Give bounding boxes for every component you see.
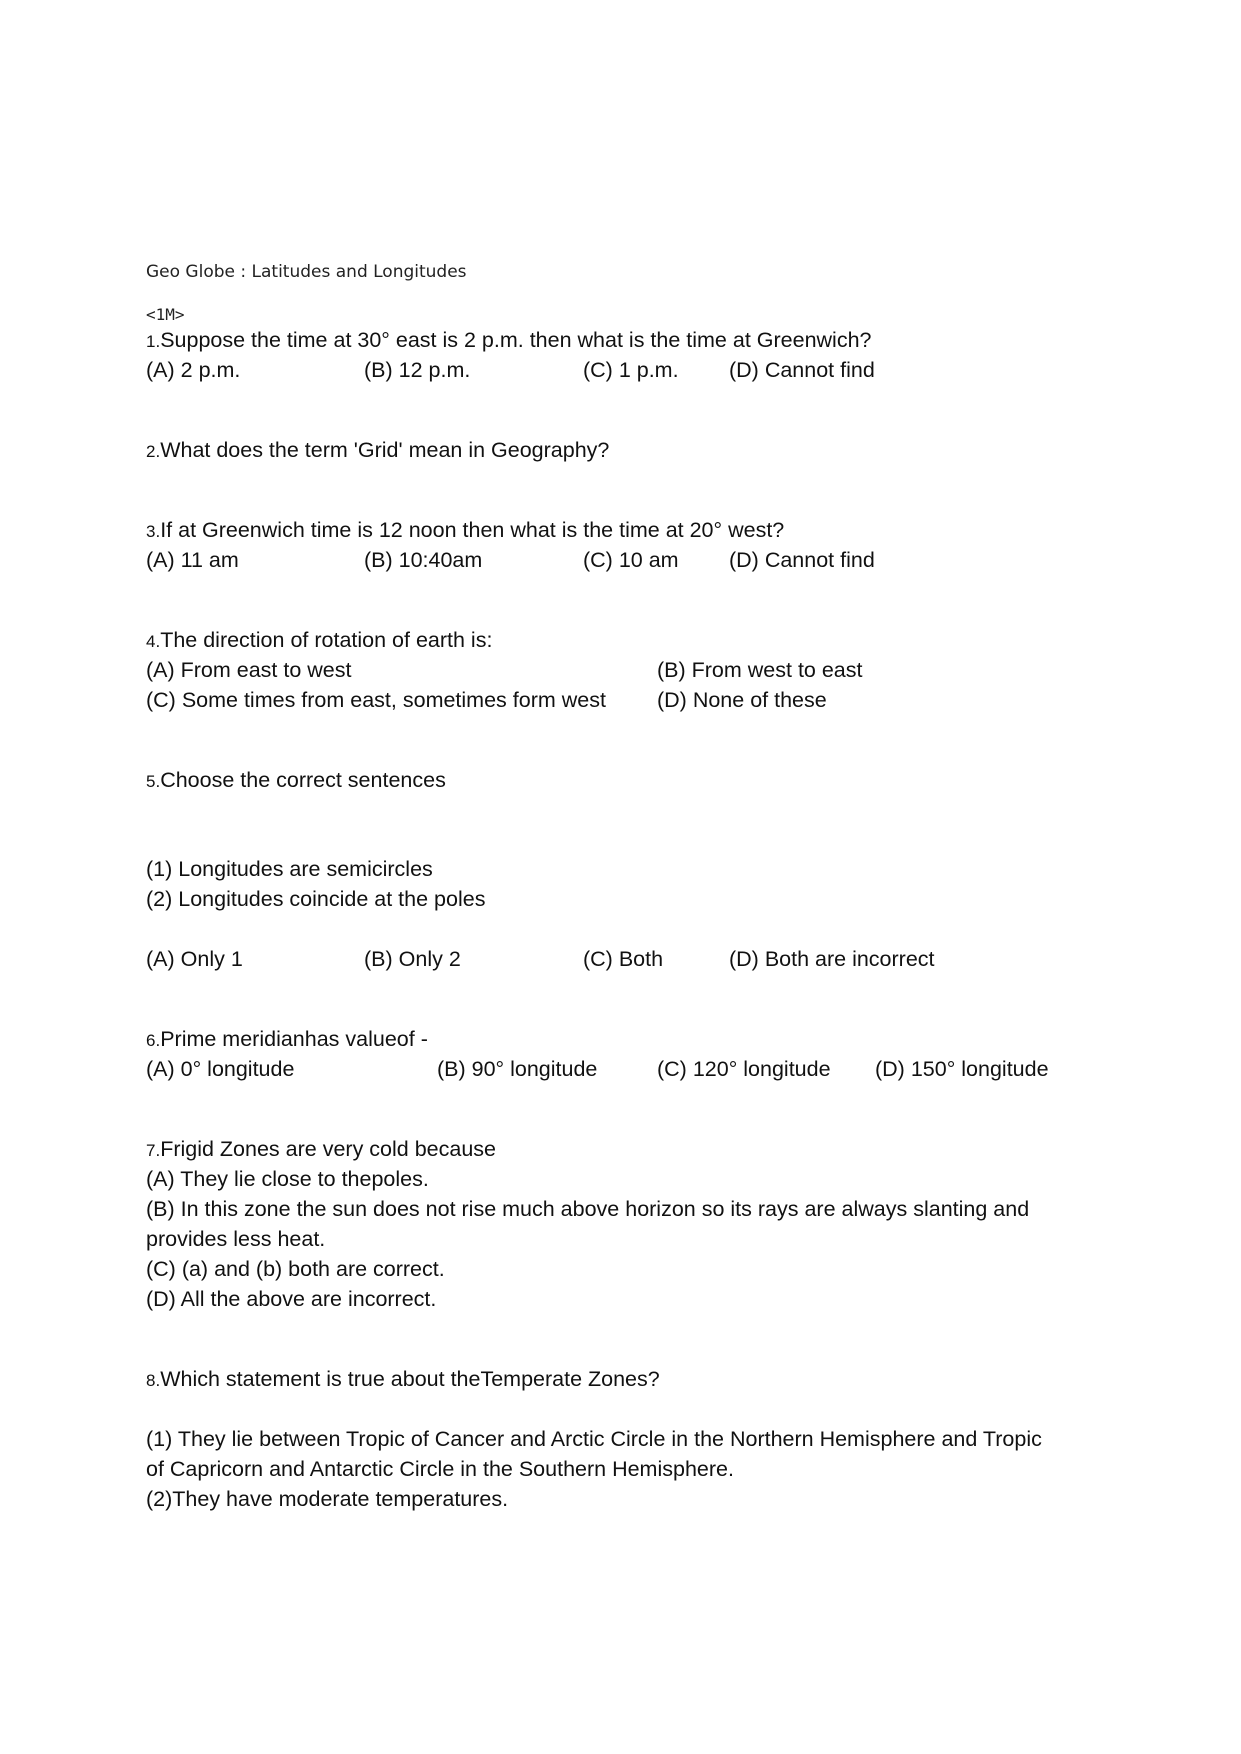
q4-option-d: (D) None of these (657, 688, 827, 712)
question-text: Which statement is true about theTemperate Zones? (160, 1367, 660, 1391)
q7-option-c: (C) (a) and (b) both are correct. (146, 1257, 445, 1281)
question-text: The direction of rotation of earth is: (160, 628, 493, 652)
q3-option-a: (A) 11 am (146, 548, 239, 572)
q7-option-d: (D) All the above are incorrect. (146, 1287, 437, 1311)
q1-option-d: (D) Cannot find (729, 358, 875, 382)
question-number: 3. (146, 522, 161, 541)
q1-option-b: (B) 12 p.m. (364, 358, 471, 382)
q3-option-c: (C) 10 am (583, 548, 679, 572)
question-8 (146, 1364, 660, 1396)
q8-statement-1: (1) They lie between Tropic of Cancer and Arctic Circle in the Northern Hemisphere and Tropic (146, 1427, 1042, 1451)
q1-option-c: (C) 1 p.m. (583, 358, 679, 382)
question-7 (146, 1134, 496, 1166)
q6-option-c: (C) 120° longitude (657, 1057, 831, 1081)
q5-option-d: (D) Both are incorrect (729, 947, 935, 971)
q3-option-d: (D) Cannot find (729, 548, 875, 572)
question-4 (146, 625, 492, 657)
question-2 (146, 435, 609, 467)
q5-option-c: (C) Both (583, 947, 664, 971)
question-text: What does the term 'Grid' mean in Geography? (160, 438, 610, 462)
question-text: If at Greenwich time is 12 noon then what is the time at 20° west? (160, 518, 785, 542)
question-number: 8. (146, 1371, 161, 1390)
question-5 (146, 765, 446, 797)
q7-option-a: (A) They lie close to thepoles. (146, 1167, 429, 1191)
q4-option-a: (A) From east to west (146, 658, 352, 682)
q7-option-b: (B) In this zone the sun does not rise much above horizon so its rays are always slanting and (146, 1197, 1030, 1221)
q1-option-a: (A) 2 p.m. (146, 358, 241, 382)
q6-option-a: (A) 0° longitude (146, 1057, 295, 1081)
question-text: Choose the correct sentences (160, 768, 446, 792)
question-number: 4. (146, 632, 161, 651)
q4-option-c: (C) Some times from east, sometimes form west (146, 688, 606, 712)
q3-option-b: (B) 10:40am (364, 548, 483, 572)
question-number: 1. (146, 332, 161, 351)
q6-option-d: (D) 150° longitude (875, 1057, 1049, 1081)
question-text: Frigid Zones are very cold because (160, 1137, 496, 1161)
document-title: Geo Globe : Latitudes and Longitudes (146, 262, 467, 282)
q8-statement-1-continued: of Capricorn and Antarctic Circle in the Southern Hemisphere. (146, 1457, 734, 1481)
question-number: 7. (146, 1141, 161, 1160)
question-text: Suppose the time at 30° east is 2 p.m. then what is the time at Greenwich? (160, 328, 872, 352)
q8-statement-2: (2)They have moderate temperatures. (146, 1487, 509, 1511)
q6-option-b: (B) 90° longitude (437, 1057, 598, 1081)
q4-option-b: (B) From west to east (657, 658, 863, 682)
q5-option-b: (B) Only 2 (364, 947, 461, 971)
question-3 (146, 515, 784, 547)
q5-option-a: (A) Only 1 (146, 947, 243, 971)
q5-statement-1: (1) Longitudes are semicircles (146, 857, 433, 881)
q7-option-b-continued: provides less heat. (146, 1227, 326, 1251)
question-number: 5. (146, 772, 161, 791)
question-text: Prime meridianhas valueof - (160, 1027, 428, 1051)
q5-statement-2: (2) Longitudes coincide at the poles (146, 887, 486, 911)
question-1 (146, 325, 872, 357)
question-6 (146, 1024, 428, 1056)
marks-label: <1M> (146, 305, 185, 324)
question-number: 2. (146, 442, 161, 461)
question-number: 6. (146, 1031, 161, 1050)
